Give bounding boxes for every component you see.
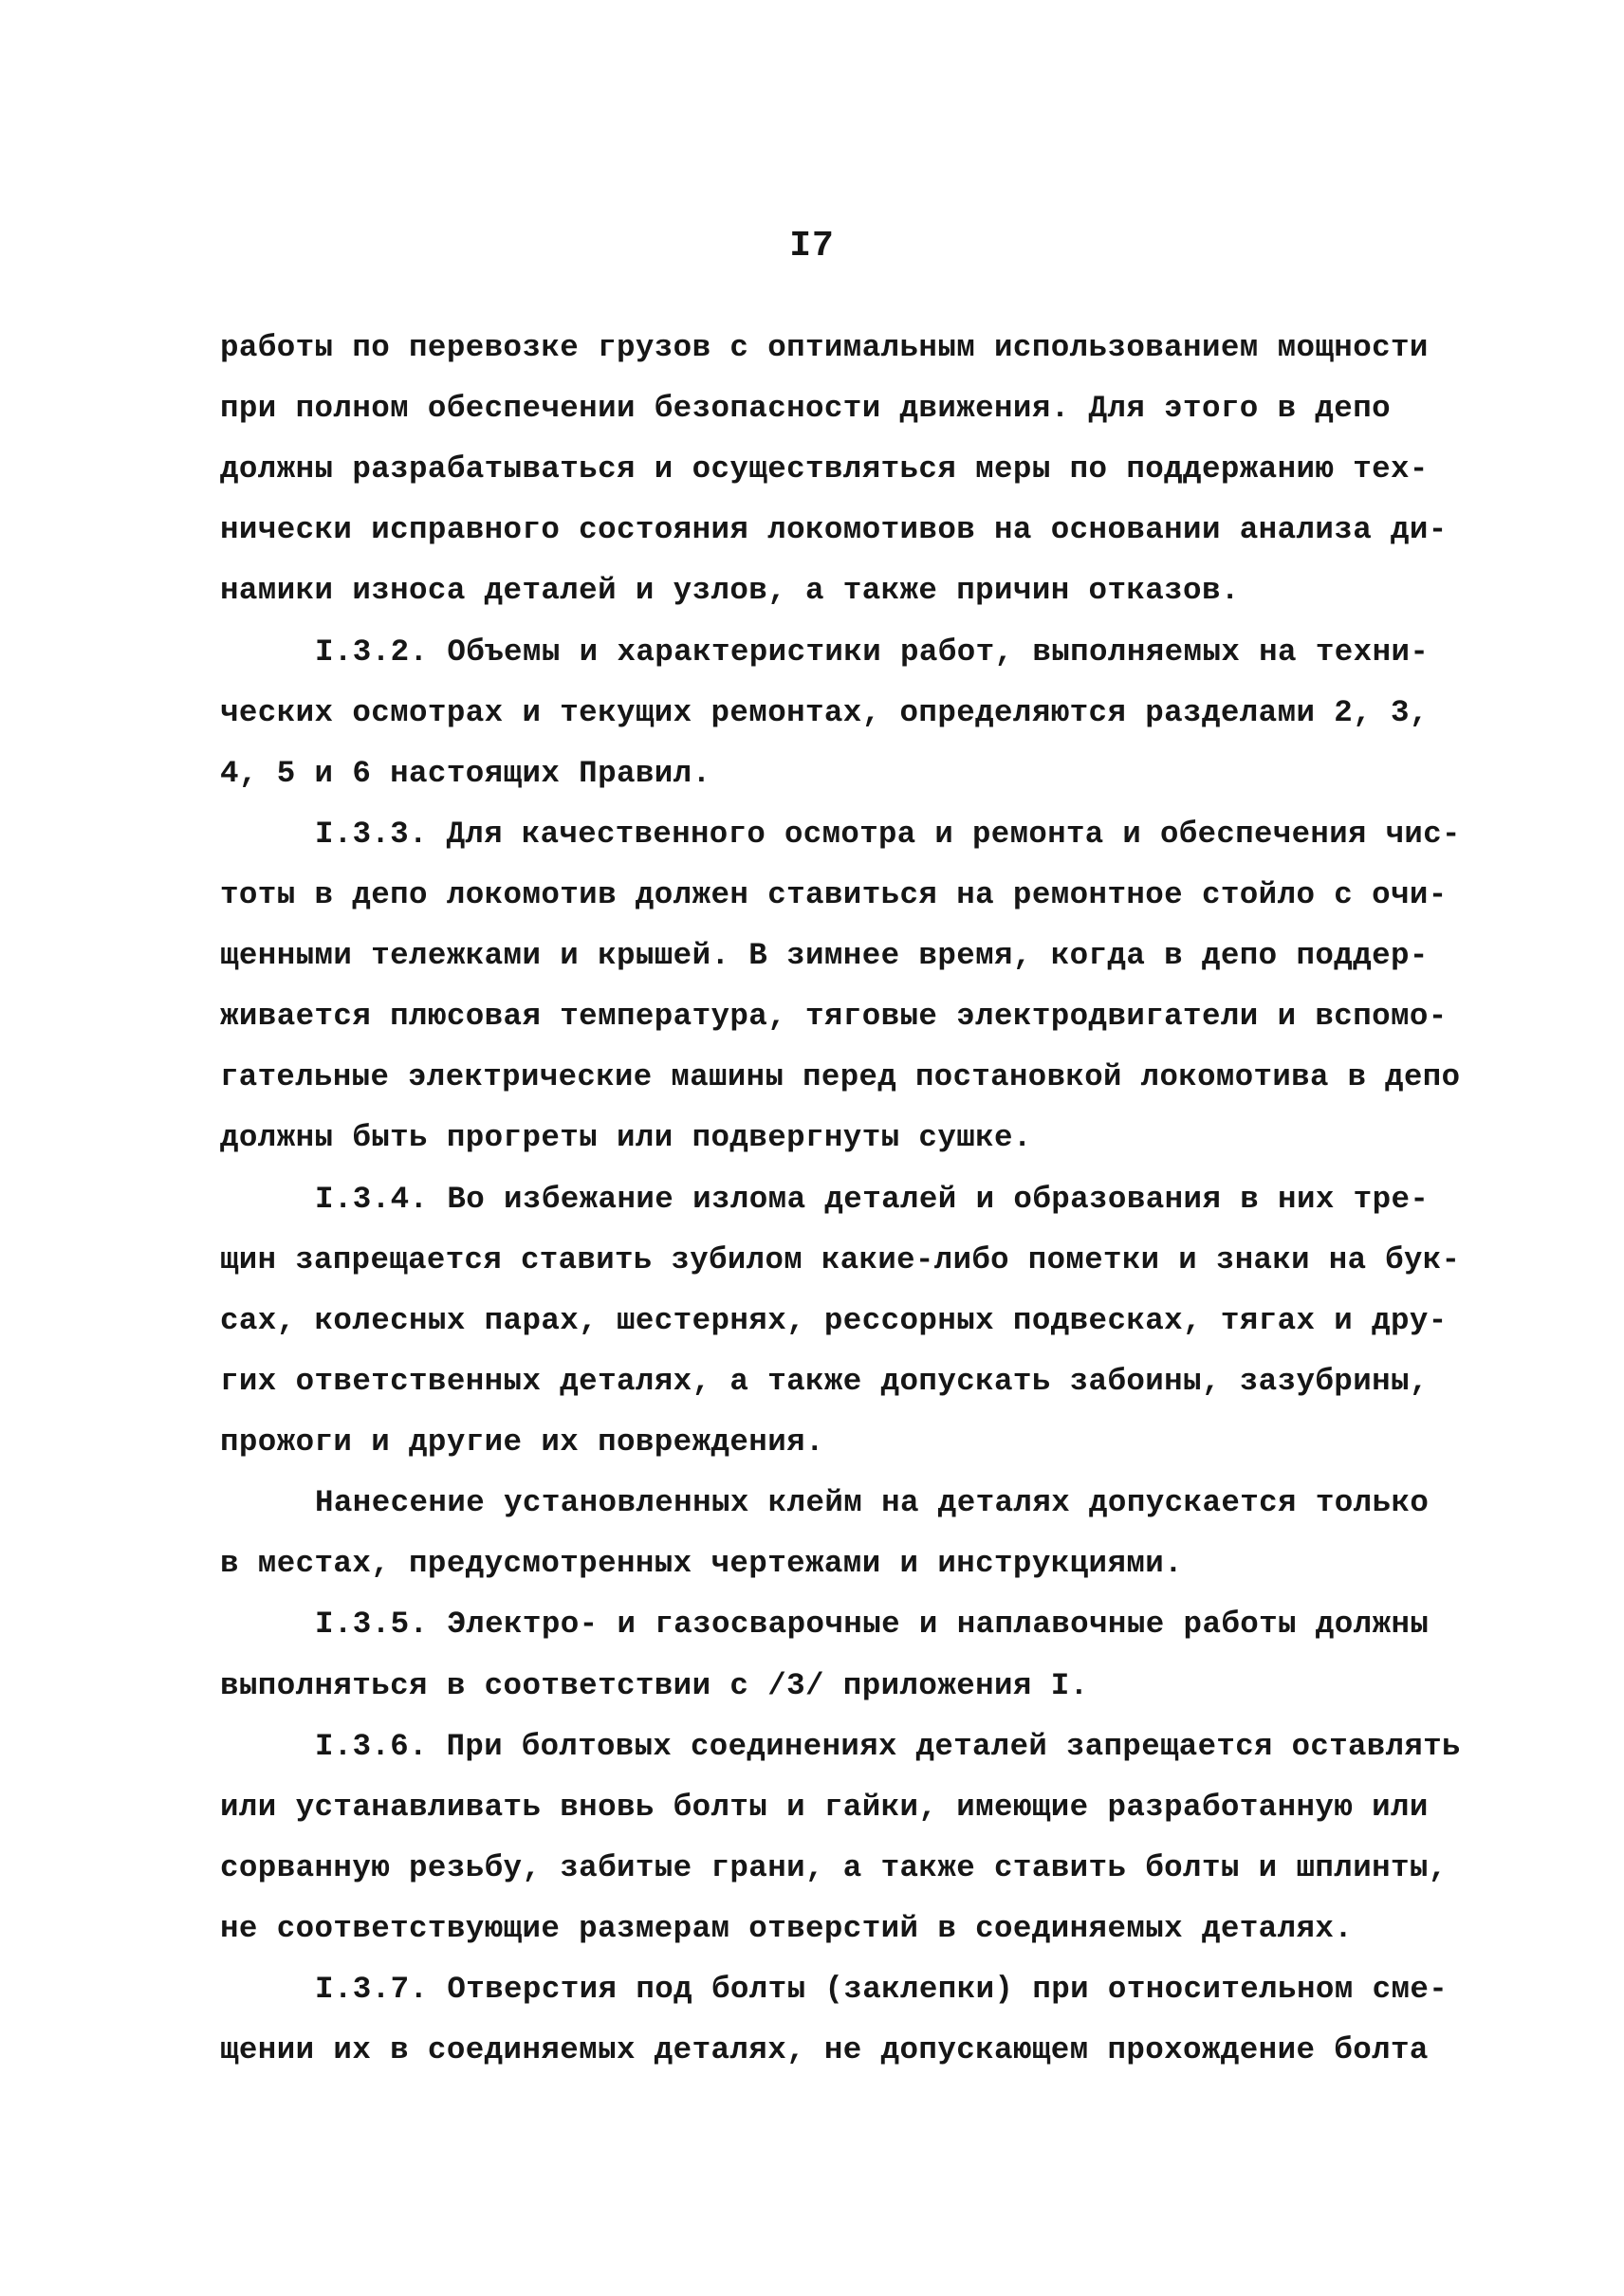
text-line: сах, колесных парах, шестернях, рессорных подвесках, тягах и дру- [220,1303,1448,1338]
text-line: сорванную резьбу, забитые грани, а также ставить болты и шплинты, [220,1850,1448,1885]
section-start-line: I.3.3. Для качественного осмотра и ремонта и обеспечения чис- [315,817,1461,852]
text-line: щенными тележками и крышей. В зимнее время, когда в депо поддер- [220,938,1429,973]
section-start-line: I.3.4. Во избежание излома деталей и образования в них тре- [315,1182,1430,1217]
text-line: тоты в депо локомотив должен ставиться на ремонтное стойло с очи- [220,877,1448,912]
text-line: должны разрабатываться и осуществляться меры по поддержанию тех- [220,451,1429,487]
text-line: должны быть прогреты или подвергнуты сушке. [220,1120,1032,1155]
text-line: прожоги и другие их повреждения. [220,1424,824,1460]
text-line: нически исправного состояния локомотивов на основании анализа ди- [220,512,1448,547]
section-start-line: I.3.5. Электро- и газосварочные и наплавочные работы должны [315,1607,1430,1642]
paragraph-start-line: Нанесение установленных клейм на деталях допускается только [315,1485,1430,1520]
text-line: выполняться в соответствии с /3/ приложения I. [220,1668,1089,1703]
text-line: намики износа деталей и узлов, а также причин отказов. [220,573,1240,608]
text-line: работы по перевозке грузов с оптимальным использованием мощности [220,330,1429,365]
text-line: ческих осмотрах и текущих ремонтах, определяются разделами 2, 3, [220,695,1429,730]
text-line: не соответствующие размерам отверстий в соединяемых деталях. [220,1911,1354,1946]
section-start-line: I.3.2. Объемы и характеристики работ, выполняемых на техни- [315,634,1430,670]
section-start-line: I.3.6. При болтовых соединениях деталей запрещается оставлять [315,1729,1461,1764]
text-line: гательные электрические машины перед постановкой локомотива в депо [220,1059,1461,1094]
text-line: или устанавливать вновь болты и гайки, имеющие разработанную или [220,1790,1429,1825]
text-line: в местах, предусмотренных чертежами и инструкциями. [220,1546,1184,1581]
section-start-line: I.3.7. Отверстия под болты (заклепки) при относительном сме- [315,1972,1449,2007]
text-line: щин запрещается ставить зубилом какие-либо пометки и знаки на бук- [220,1242,1461,1277]
text-line: щении их в соединяемых деталях, не допускающем прохождение болта [220,2032,1429,2067]
text-line: гих ответственных деталях, а также допускать забоины, зазубрины, [220,1364,1429,1399]
text-line: при полном обеспечении безопасности движения. Для этого в депо [220,391,1391,426]
text-line: 4, 5 и 6 настоящих Правил. [220,756,711,791]
text-line: живается плюсовая температура, тяговые электродвигатели и вспомо- [220,999,1448,1034]
page-number: I7 [789,226,835,266]
